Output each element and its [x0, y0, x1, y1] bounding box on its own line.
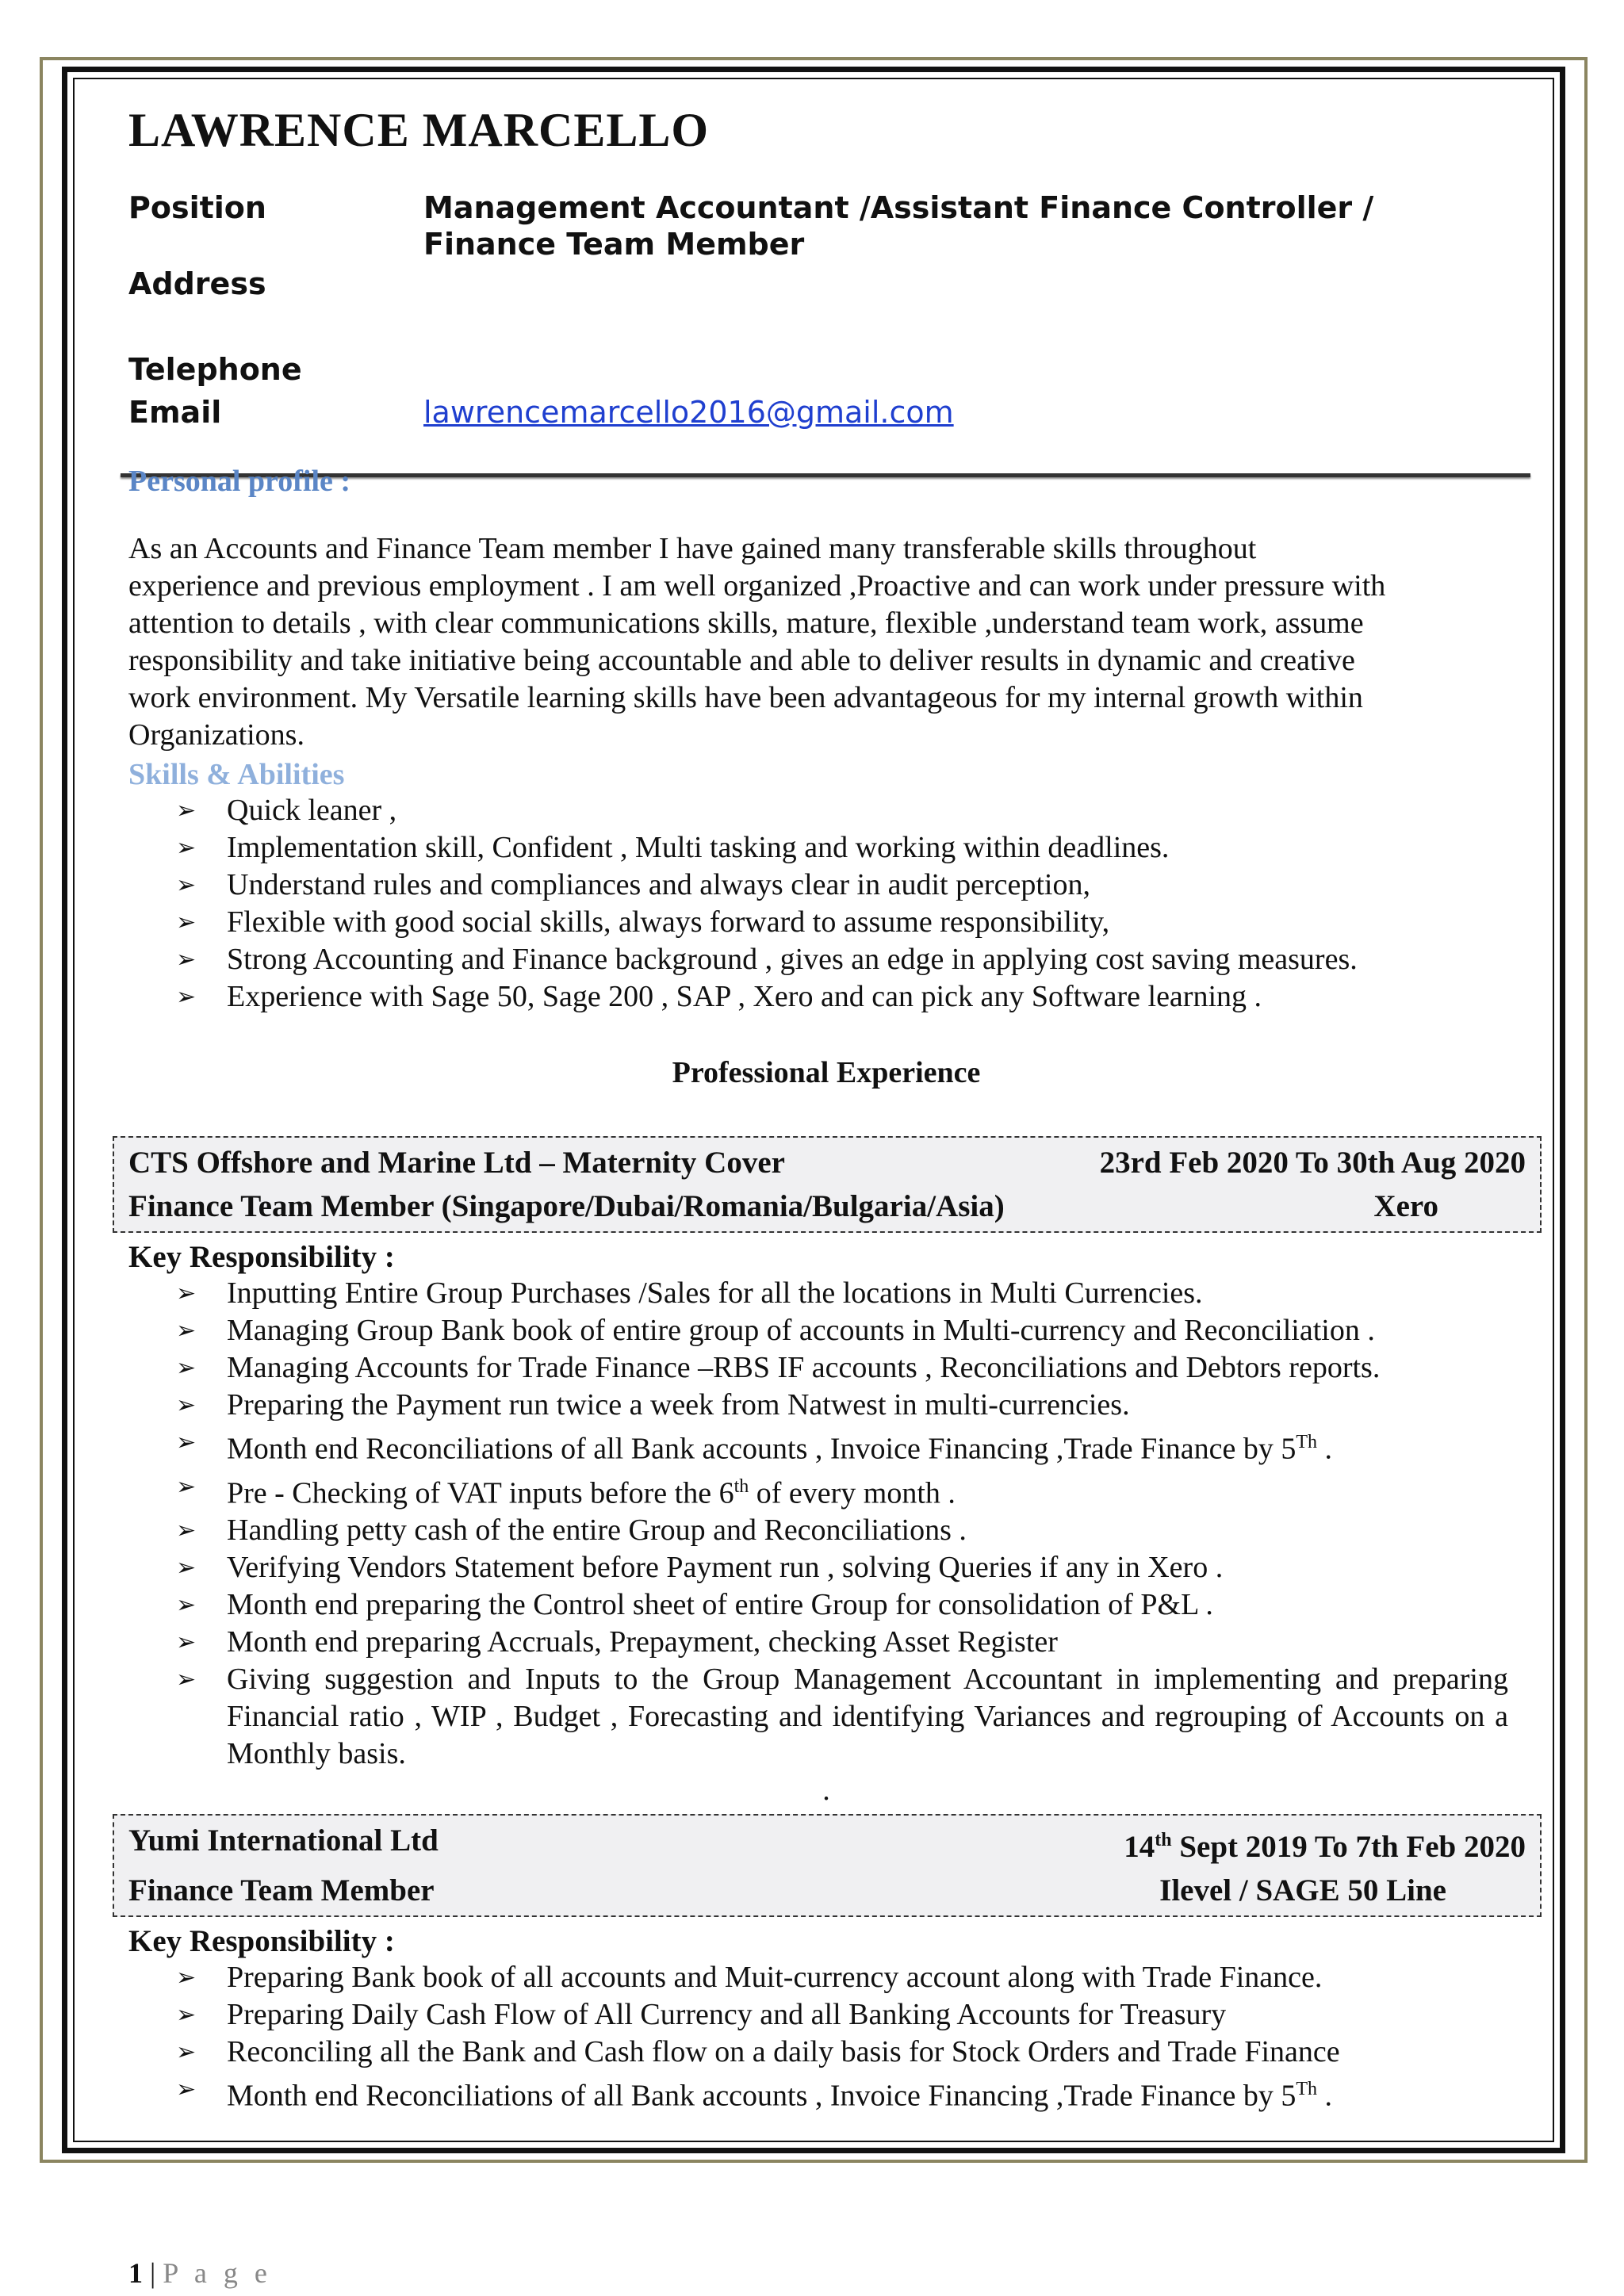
list-item: ➢ Experience with Sage 50, Sage 200 , SAP , Xero and can pick any Software learning . — [176, 978, 1524, 1016]
arrow-bullet-icon: ➢ — [176, 909, 197, 936]
arrow-bullet-icon: ➢ — [176, 797, 197, 825]
profile-line: attention to details , with clear communications skills, mature, flexible ,understand team work, assume — [128, 607, 1364, 640]
arrow-bullet-icon: ➢ — [176, 1591, 197, 1620]
list-item: ➢ Preparing the Payment run twice a week from Natwest in multi-currencies. — [176, 1387, 1524, 1424]
job-software: Xero — [1373, 1189, 1438, 1223]
arrow-bullet-icon: ➢ — [176, 2076, 197, 2104]
page-word: P a g e — [163, 2257, 272, 2289]
job-header-box — [113, 1814, 1542, 1917]
professional-experience-heading: Professional Experience — [672, 1056, 981, 1089]
contact-block — [128, 190, 1524, 460]
job-dates: 23rd Feb 2020 To 30th Aug 2020 — [1099, 1146, 1526, 1180]
arrow-bullet-icon: ➢ — [176, 1317, 197, 1345]
separator-dot: . — [822, 1774, 830, 1808]
job-title: Finance Team Member — [128, 1873, 435, 1908]
profile-paragraph — [128, 530, 1524, 754]
list-item: ➢ Verifying Vendors Statement before Payment run , solving Queries if any in Xero . — [176, 1549, 1524, 1586]
list-item: ➢ Managing Group Bank book of entire group of accounts in Multi-currency and Reconciliation . — [176, 1312, 1524, 1349]
arrow-bullet-icon: ➢ — [176, 1429, 197, 1456]
profile-line: experience and previous employment . I am well organized ,Proactive and can work under pressure with — [128, 569, 1386, 603]
skills-heading: Skills & Abilities — [128, 758, 345, 791]
list-item: ➢ Giving suggestion and Inputs to the Group Management Accountant in implementing and preparing Financial ratio , WIP , Budget , Forecasting and identifying Variances and regrouping of Accounts on a Monthly basis. — [176, 1663, 1508, 1771]
job-dates: 14th Sept 2019 To 7th Feb 2020 — [1124, 1830, 1526, 1865]
list-item: ➢ Preparing Daily Cash Flow of All Currency and all Banking Accounts for Treasury — [176, 1996, 1524, 2034]
key-responsibility-label: Key Responsibility : — [128, 1240, 395, 1274]
list-item: ➢ Understand rules and compliances and always clear in audit perception, — [176, 867, 1524, 904]
list-item: ➢ Preparing Bank book of all accounts and Muit-currency account along with Trade Finance. — [176, 1959, 1524, 1996]
list-item: ➢ Month end Reconciliations of all Bank accounts , Invoice Financing ,Trade Finance by 5Th . — [176, 2071, 1524, 2115]
arrow-bullet-icon: ➢ — [176, 1517, 197, 1545]
company-name: CTS Offshore and Marine Ltd – Maternity Cover — [128, 1146, 785, 1180]
page-number: 1 — [128, 2257, 143, 2289]
arrow-bullet-icon: ➢ — [176, 834, 197, 862]
profile-line: responsibility and take initiative being accountable and able to deliver results in dynamic and creative — [128, 644, 1355, 677]
job-title: Finance Team Member (Singapore/Dubai/Romania/Bulgaria/Asia) — [128, 1189, 1005, 1223]
arrow-bullet-icon: ➢ — [176, 946, 197, 974]
profile-line: Organizations. — [128, 718, 304, 752]
arrow-bullet-icon: ➢ — [176, 1472, 197, 1501]
page-footer — [128, 2256, 272, 2290]
job-header-box — [113, 1136, 1542, 1233]
profile-line: As an Accounts and Finance Team member I have gained many transferable skills throughout — [128, 532, 1257, 565]
list-item: ➢ Month end Reconciliations of all Bank accounts , Invoice Financing ,Trade Finance by 5Th . — [176, 1424, 1524, 1468]
profile-line: work environment. My Versatile learning skills have been advantageous for my internal growth within — [128, 681, 1363, 714]
arrow-bullet-icon: ➢ — [176, 2038, 197, 2067]
arrow-bullet-icon: ➢ — [176, 1280, 197, 1307]
arrow-bullet-icon: ➢ — [176, 1964, 197, 1992]
arrow-bullet-icon: ➢ — [176, 1666, 197, 1694]
list-item: ➢ Reconciling all the Bank and Cash flow on a daily basis for Stock Orders and Trade Finance — [176, 2034, 1524, 2071]
position-value-line2: Finance Team Member — [423, 227, 805, 262]
position-label: Position — [128, 190, 266, 225]
address-label: Address — [128, 266, 266, 301]
arrow-bullet-icon: ➢ — [176, 2001, 197, 2030]
list-item: ➢ Managing Accounts for Trade Finance –RBS IF accounts , Reconciliations and Debtors reports. — [176, 1349, 1524, 1387]
list-item: ➢ Month end preparing Accruals, Prepayment, checking Asset Register — [176, 1624, 1524, 1661]
telephone-label: Telephone — [128, 352, 302, 387]
arrow-bullet-icon: ➢ — [176, 1554, 197, 1582]
responsibility-list — [176, 1275, 1524, 1773]
job-software: Ilevel / SAGE 50 Line — [1159, 1873, 1446, 1908]
list-item: ➢ Flexible with good social skills, always forward to assume responsibility, — [176, 904, 1524, 941]
list-item: ➢ Quick leaner , — [176, 792, 1524, 829]
key-responsibility-label: Key Responsibility : — [128, 1924, 395, 1959]
list-item: ➢ Strong Accounting and Finance background , gives an edge in applying cost saving measures. — [176, 941, 1524, 978]
list-item: ➢ Handling petty cash of the entire Group and Reconciliations . — [176, 1512, 1524, 1549]
responsibility-list — [176, 1959, 1524, 2115]
position-value-line1: Management Accountant /Assistant Finance Controller / — [423, 190, 1374, 225]
arrow-bullet-icon: ➢ — [176, 871, 197, 899]
email-link[interactable]: lawrencemarcello2016@gmail.com — [423, 395, 954, 430]
personal-profile-heading: Personal profile : — [128, 465, 351, 498]
list-item: ➢ Inputting Entire Group Purchases /Sales for all the locations in Multi Currencies. — [176, 1275, 1524, 1312]
arrow-bullet-icon: ➢ — [176, 1391, 197, 1419]
candidate-name: LAWRENCE MARCELLO — [128, 104, 710, 156]
arrow-bullet-icon: ➢ — [176, 1628, 197, 1657]
resume-content — [128, 87, 1524, 2115]
email-label: Email — [128, 395, 222, 430]
footer-separator: | — [143, 2257, 163, 2289]
list-item: ➢ Pre - Checking of VAT inputs before the 6th of every month . — [176, 1468, 1524, 1513]
skills-list — [176, 792, 1524, 1016]
list-item: ➢ Month end preparing the Control sheet of entire Group for consolidation of P&L . — [176, 1586, 1524, 1624]
list-item: ➢ Implementation skill, Confident , Multi tasking and working within deadlines. — [176, 829, 1524, 867]
arrow-bullet-icon: ➢ — [176, 983, 197, 1011]
arrow-bullet-icon: ➢ — [176, 1354, 197, 1382]
company-name: Yumi International Ltd — [128, 1823, 439, 1858]
